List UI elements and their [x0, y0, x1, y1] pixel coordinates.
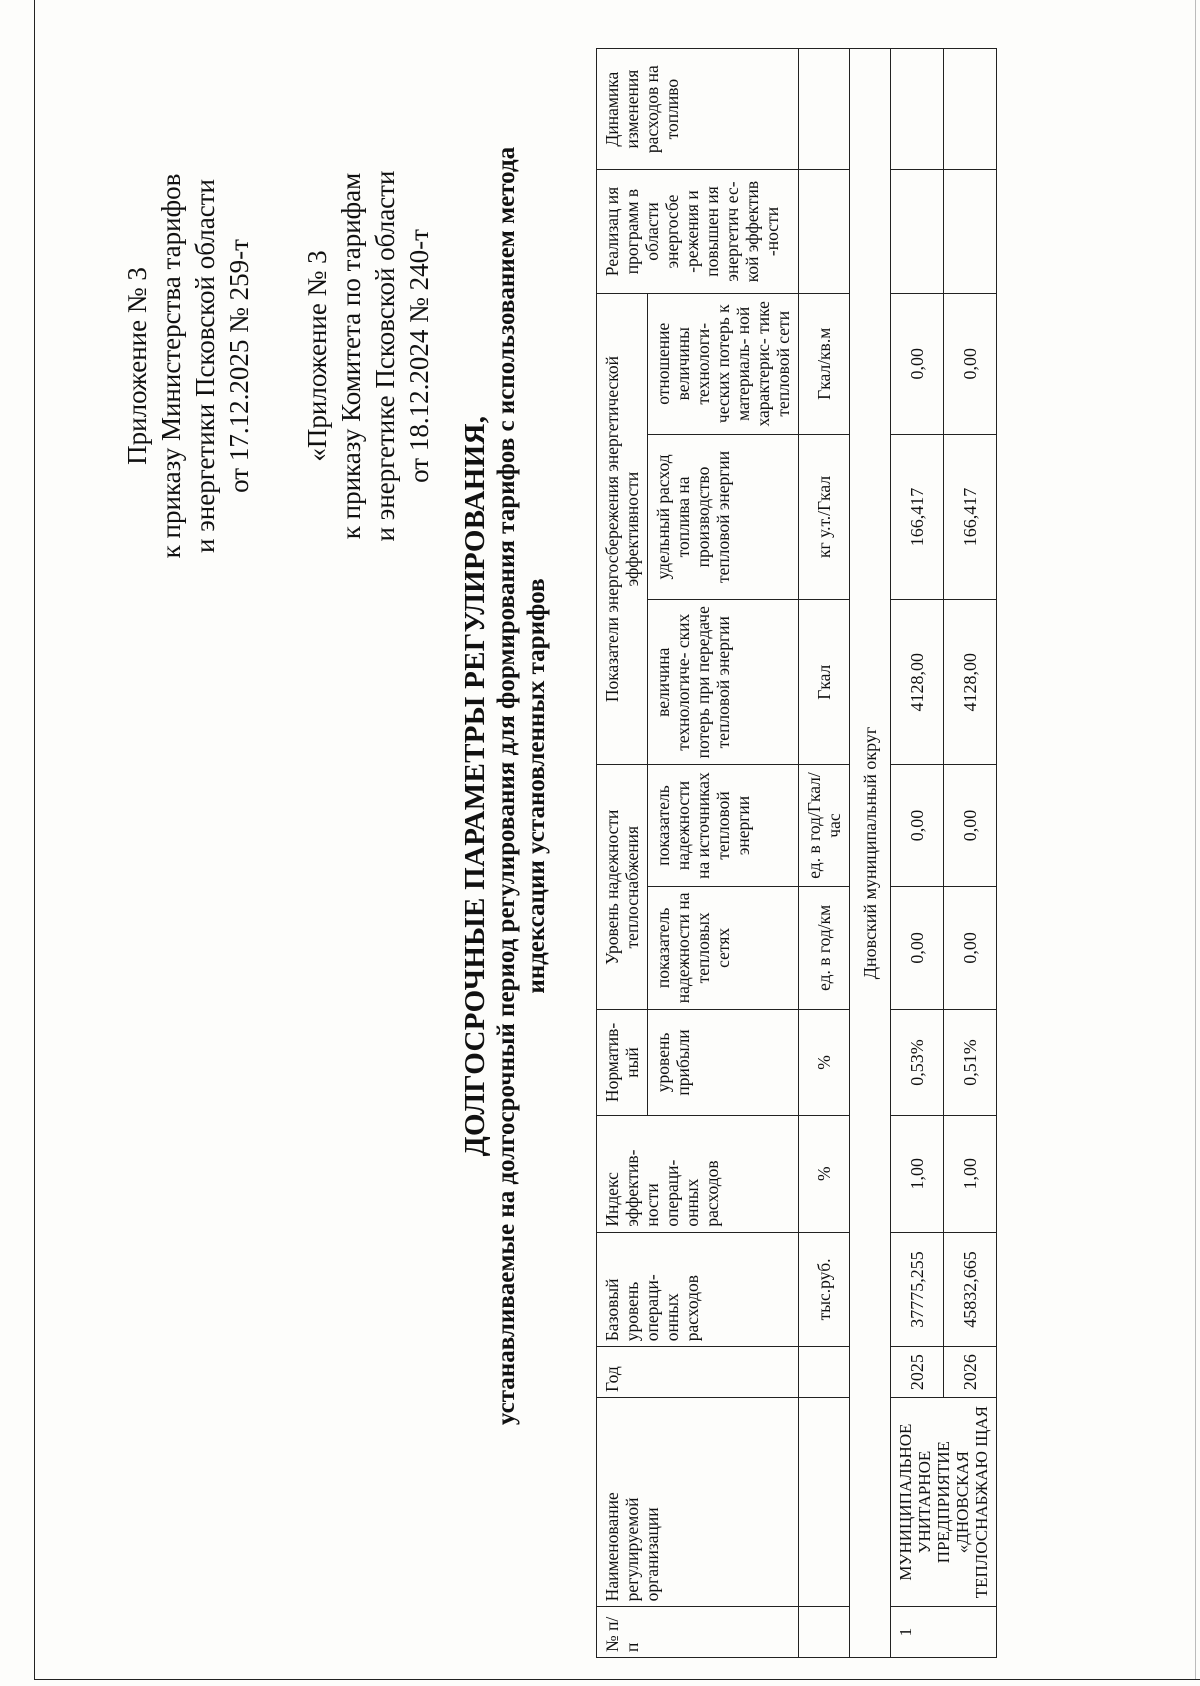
header-profit-level: уровень прибыли	[648, 1010, 799, 1116]
rotated-document-page	[40, 20, 1200, 1676]
row-2025-fuel-dynamics	[891, 49, 944, 170]
header-year: Год	[597, 1347, 799, 1398]
header-energy-group: Показатели энергосбережения энергетической эффективности	[597, 293, 648, 765]
title-main: ДОЛГОСРОЧНЫЕ ПАРАМЕТРЫ РЕГУЛИРОВАНИЯ,	[459, 415, 491, 1157]
appendix-previous-line: от 18.12.2024 № 240-т	[404, 229, 434, 483]
row-2025-reliability-sources: 0,00	[891, 765, 944, 886]
row-2026-programs	[944, 170, 997, 293]
appendix-current-line: от 17.12.2025 № 259-т	[224, 239, 254, 493]
scan-border-left	[34, 0, 35, 1680]
row-2025-fuel-rate: 166,417	[891, 434, 944, 599]
row-2025-efficiency-index: 1,00	[891, 1115, 944, 1232]
unit-empty	[799, 1347, 850, 1398]
appendix-previous	[300, 96, 436, 616]
header-org: Наименование регулируемой организации	[597, 1397, 799, 1606]
appendix-previous-line: к приказу Комитета по тарифам	[336, 172, 366, 540]
org-number: 1	[891, 1607, 997, 1658]
title-subtitle-line1: устанавливаемые на долгосрочный период регулирования для формирования тарифов с использованием метода	[493, 146, 520, 1426]
org-name: МУНИЦИПАЛЬНОЕ УНИТАРНОЕ ПРЕДПРИЯТИЕ «ДНОВСКАЯ ТЕПЛОСНАБЖАЮ ЩАЯ	[891, 1397, 997, 1606]
unit-base-level: тыс.руб.	[799, 1232, 850, 1347]
header-reliability-group: Уровень надежности теплоснабжения	[597, 765, 648, 1010]
row-2026-fuel-rate: 166,417	[944, 434, 997, 599]
appendix-current	[120, 106, 256, 626]
row-2026-reliability-networks: 0,00	[944, 886, 997, 1009]
header-efficiency-index: Индекс эффектив- ности операци- онных расходов	[597, 1115, 799, 1232]
row-2025-profit-level: 0,53%	[891, 1010, 944, 1116]
row-2026-loss-ratio: 0,00	[944, 293, 997, 434]
appendix-current-line: и энергетики Псковской области	[190, 179, 220, 553]
header-fuel-rate: удельный расход топлива на производство тепловой энергии	[648, 434, 799, 599]
unit-empty	[799, 1607, 850, 1658]
row-2025-losses: 4128,00	[891, 600, 944, 765]
header-fuel-dynamics: Динамика изменения расходов на топливо	[597, 49, 799, 170]
header-normative: Норматив- ный	[597, 1010, 648, 1116]
row-2026-efficiency-index: 1,00	[944, 1115, 997, 1232]
appendix-previous-line: «Приложение № 3	[302, 250, 332, 462]
appendix-previous-line: и энергетике Псковской области	[370, 170, 400, 542]
unit-profit-level: %	[799, 1010, 850, 1116]
header-reliability-sources: показатель надежности на источниках тепловой энергии	[648, 765, 799, 886]
unit-empty	[799, 170, 850, 293]
unit-reliability-sources: ед. в год/Гкал/ час	[799, 765, 850, 886]
row-2025-reliability-networks: 0,00	[891, 886, 944, 1009]
header-losses: величина технологиче- ских потерь при передаче тепловой энергии	[648, 600, 799, 765]
row-2025-base-level: 37775,255	[891, 1232, 944, 1347]
row-2026-fuel-dynamics	[944, 49, 997, 170]
unit-fuel-rate: кг у.т./Гкал	[799, 434, 850, 599]
row-2026-profit-level: 0,51%	[944, 1010, 997, 1116]
parameters-table	[596, 48, 997, 1658]
appendix-current-line: к приказу Министерства тарифов	[156, 173, 186, 559]
header-loss-ratio: отношение величины технологи- ческих потерь к материаль- ной характерис- тике тепловой сети	[648, 293, 799, 434]
row-2025-programs	[891, 170, 944, 293]
unit-reliability-networks: ед. в год/км	[799, 886, 850, 1009]
appendix-current-line: Приложение № 3	[122, 267, 152, 465]
unit-losses: Гкал	[799, 600, 850, 765]
unit-loss-ratio: Гкал/кв.м	[799, 293, 850, 434]
title-subtitle-line2: индексации установленных тарифов	[523, 578, 550, 994]
header-reliability-networks: показатель надежности на тепловых сетях	[648, 886, 799, 1009]
document-title	[458, 36, 552, 1536]
unit-empty	[799, 49, 850, 170]
header-base-level: Базовый уровень операци- онных расходов	[597, 1232, 799, 1347]
row-2025-year: 2025	[891, 1347, 944, 1398]
row-2025-loss-ratio: 0,00	[891, 293, 944, 434]
row-2026-reliability-sources: 0,00	[944, 765, 997, 886]
district-row: Дновский муниципальный округ	[850, 49, 891, 1658]
unit-efficiency-index: %	[799, 1115, 850, 1232]
unit-empty	[799, 1397, 850, 1606]
header-num: № п/ п	[597, 1607, 799, 1658]
scan-border-bottom	[34, 1679, 1200, 1680]
row-2026-base-level: 45832,665	[944, 1232, 997, 1347]
header-programs: Реализац ия программ в области энергосбе -режения и повышен ия энергетич ес-кой эффектив -ности	[597, 170, 799, 293]
row-2026-losses: 4128,00	[944, 600, 997, 765]
row-2026-year: 2026	[944, 1347, 997, 1398]
